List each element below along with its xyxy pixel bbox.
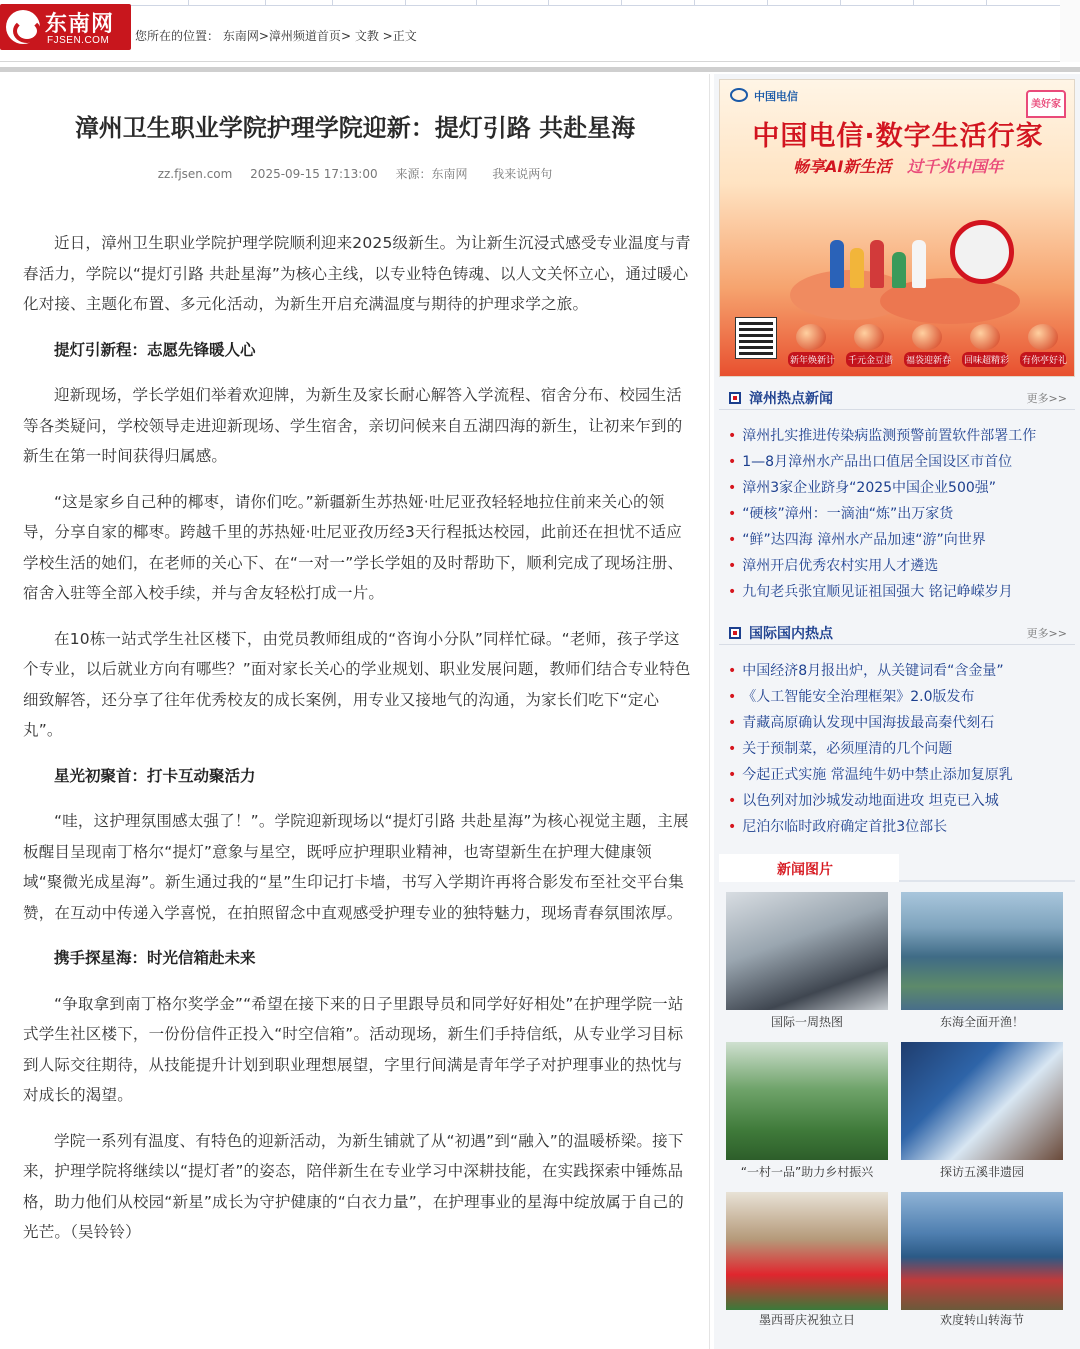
intl-news-title: 国际国内热点 (749, 626, 833, 642)
article-subheading: 星光初聚首：打卡互动聚活力 (54, 766, 256, 785)
news-photo[interactable] (726, 1192, 888, 1310)
ad-gift (846, 324, 892, 368)
ad-subline (720, 154, 1075, 177)
news-link[interactable]: • 中国经济8月报出炉，从关键词看“含金量” (728, 658, 1068, 684)
news-link[interactable]: • 漳州开启优秀农村实用人才遴选 (728, 553, 1068, 579)
news-photo[interactable] (901, 1042, 1063, 1160)
site-header (0, 0, 1060, 62)
breadcrumb-sep: > (382, 29, 393, 43)
article-meta (0, 165, 710, 182)
telecom-ad-banner[interactable] (719, 79, 1075, 377)
sidebar (714, 74, 1080, 1349)
article (0, 74, 710, 1349)
news-photo[interactable] (901, 1192, 1063, 1310)
news-photo-caption[interactable]: 墨西哥庆祝独立日 (758, 1313, 855, 1327)
news-photo-caption[interactable]: 探访五溪非遗园 (939, 1165, 1024, 1179)
article-title: 漳州卫生职业学院护理学院迎新：提灯引路 共赴星海 (74, 114, 636, 142)
article-datetime: 2025-09-15 17:13:00 (250, 167, 378, 181)
page-edge (1060, 0, 1080, 62)
hot-news-header (719, 384, 1075, 410)
gift-icon (854, 324, 884, 350)
breadcrumb-current: 正文 (392, 29, 417, 43)
logo-text: 东南网 (45, 12, 115, 37)
qr-code-icon (736, 318, 776, 358)
news-photo-caption[interactable]: 国际一周热图 (770, 1015, 843, 1029)
top-nav-divider (913, 0, 914, 6)
news-photo[interactable] (726, 1042, 888, 1160)
news-photo-caption[interactable]: 东海全面开渔！ (939, 1015, 1024, 1029)
ad-gift-label: 有你亭好礼 (1020, 352, 1066, 367)
ad-gift (904, 324, 950, 368)
ad-gift-row (788, 324, 1070, 368)
article-paragraph: 迎新现场，学长学姐们举着欢迎牌，为新生及家长耐心解答入学流程、宿舍分布、校园生活等各类疑问，学校领导走进迎新现场、学生宿舍，亲切问候来自五湖四海的新生，让初来乍到的新生在第一时间获得归属感。 (23, 386, 683, 465)
gift-icon (912, 324, 942, 350)
article-paragraph: “争取拿到南丁格尔奖学金”“希望在接下来的日子里跟导员和同学好好相处”在护理学院一站式学生社区楼下，一份份信件正投入“时空信箱”。活动现场，新生们手持信纸，从专业学习目标到人际交往期待，从技能提升计划到职业理想展望，字里行间满是青年学子对护理事业的热忱与对成长的渴望。 (23, 994, 684, 1104)
news-link[interactable]: • 今起正式实施 常温纯牛奶中禁止添加复原乳 (728, 762, 1068, 788)
gift-icon (970, 324, 1000, 350)
ad-figure (912, 240, 926, 288)
news-photo[interactable] (726, 892, 888, 1010)
top-nav-divider (548, 0, 549, 6)
site-logo[interactable] (0, 4, 131, 50)
news-link[interactable]: • 漳州扎实推进传染病监测预警前置软件部署工作 (728, 423, 1068, 449)
intl-news-header (719, 619, 1075, 645)
header-divider (0, 67, 1080, 72)
breadcrumb-section-link[interactable]: 文教 (354, 29, 379, 43)
article-paragraph: “这是家乡自己种的椰枣，请你们吃。”新疆新生苏热娅·吐尼亚孜轻轻地拉住前来关心的领导，分享自家的椰枣。跨越千里的苏热娅·吐尼亚孜历经3天行程抵达校园，此前还在担忧不适应学校生活的她们，在老师的关心下、在“一对一”学长学姐的及时帮助下，顺利完成了现场注册、宿舍入驻等全部入校手续，并与舍友轻松打成一片。 (23, 492, 684, 602)
article-paragraph: 近日，漳州卫生职业学院护理学院顺利迎来2025级新生。为让新生沉浸式感受专业温度与青春活力，学院以“提灯引路 共赴星海”为核心主线，以专业特色铸魂、以人文关怀立心，通过暖心化对接、主题化布置、多元化活动，为新生开启充满温度与期待的护理求学之旅。 (23, 234, 691, 313)
section-square-icon (729, 627, 741, 639)
lion-dance-icon (950, 220, 1014, 284)
ad-gift-label: 千元金豆谱 (846, 352, 892, 367)
news-pictures-header (719, 854, 899, 882)
ad-gift (788, 324, 834, 368)
top-nav-divider (188, 0, 189, 6)
news-link[interactable]: • 1—8月漳州水产品出口值居全国设区市首位 (728, 449, 1068, 475)
comment-link[interactable]: 我来说两句 (492, 167, 553, 181)
gift-icon (796, 324, 826, 350)
ad-figure (830, 240, 844, 288)
breadcrumb (135, 27, 417, 44)
breadcrumb-sep: > (258, 29, 269, 43)
hot-news-list (728, 423, 1068, 605)
ad-figure (850, 248, 864, 288)
top-nav-divider (986, 0, 987, 6)
news-pictures-title: 新闻图片 (777, 862, 833, 878)
ad-home-tag: 美好家 (1026, 90, 1066, 118)
article-body (23, 228, 691, 1263)
news-link[interactable]: • 青藏高原确认发现中国海拔最高秦代刻石 (728, 710, 1068, 736)
logo-domain: FJSEN.COM (47, 35, 110, 46)
news-link[interactable]: • 尼泊尔临时政府确定首批3位部长 (728, 814, 1068, 840)
ad-gift-label: 福袋迎新春 (904, 352, 950, 367)
hot-news-title: 漳州热点新闻 (749, 391, 833, 407)
article-source: 来源：东南网 (395, 167, 468, 181)
ad-figure (870, 240, 884, 288)
breadcrumb-sep: > (340, 29, 351, 43)
article-paragraph: 学院一系列有温度、有特色的迎新活动，为新生铺就了从“初遇”到“融入”的温暖桥梁。接下来，护理学院将继续以“提灯者”的姿态，陪伴新生在专业学习中深耕技能，在实践探索中锤炼品格，助力他们从校园“新星”成长为守护健康的“白衣力量”，在护理事业的星海中绽放属于自己的光芒。（吴铃铃） (23, 1131, 684, 1241)
intl-news-list (728, 658, 1068, 840)
article-subheading: 携手探星海：时光信箱赴未来 (54, 949, 256, 967)
top-nav-divider (476, 0, 477, 6)
top-nav-strip (0, 0, 1060, 6)
news-link[interactable]: • “鲜”达四海 漳州水产品加速“游”向世界 (728, 527, 1068, 553)
article-paragraph: “哇，这护理氛围感太强了！”。学院迎新现场以“提灯引路 共赴星海”为核心视觉主题，主展板醒目呈现南丁格尔“提灯”意象与星空，既呼应护理职业精神，也寄望新生在护理大健康领域“聚微光成星海”。新生通过我的“星”生印记打卡墙，书写入学期许再将合影发布至社交平台集赞，在互动中传递入学喜悦，在拍照留念中直观感受护理专业的独特魅力，现场青春氛围浓厚。 (23, 812, 689, 922)
ad-gift (962, 324, 1008, 368)
ad-brand: 中国电信 (754, 90, 798, 103)
logo-mark-icon (6, 10, 40, 44)
news-link[interactable]: • 九旬老兵张宜顺见证祖国强大 铭记峥嵘岁月 (728, 579, 1068, 605)
section-square-icon (729, 392, 741, 404)
telecom-logo-icon (730, 88, 748, 102)
breadcrumb-home-link[interactable]: 东南网 (222, 29, 259, 43)
news-link[interactable]: • “硬核”漳州：一滴油“炼”出万家货 (728, 501, 1068, 527)
top-nav-divider (265, 0, 266, 6)
ad-gift (1020, 324, 1066, 368)
news-link[interactable]: • 关于预制菜，必须厘清的几个问题 (728, 736, 1068, 762)
ad-gift-label: 回味超精彩 (962, 352, 1008, 367)
ad-subline-2: 过千兆中国年 (906, 157, 1003, 176)
news-photo-caption[interactable]: “一村一品”助力乡村振兴 (740, 1165, 874, 1179)
article-subheading: 提灯引新程：志愿先锋暖人心 (54, 340, 256, 359)
top-nav-divider (405, 0, 406, 6)
news-link[interactable]: • 漳州3家企业跻身“2025中国企业500强” (728, 475, 1068, 501)
ad-gift-label: 新年焕新计 (788, 352, 834, 367)
ad-subline-1: 畅享AI新生活 (793, 157, 892, 176)
ad-illustration (800, 200, 1020, 310)
ad-headline: 中国电信·数字生活行家 (752, 121, 1044, 152)
news-photo-caption[interactable]: 欢度转山转海节 (939, 1313, 1024, 1327)
gift-icon (1028, 324, 1058, 350)
hot-news-more-link[interactable]: 更多>> (1026, 392, 1067, 405)
news-pictures-divider (899, 880, 1075, 882)
top-nav-divider (621, 0, 622, 6)
top-nav-divider (840, 0, 841, 6)
article-paragraph: 在10栋一站式学生社区楼下，由党员教师组成的“咨询小分队”同样忙碌。“老师，孩子学这个专业，以后就业方向有哪些？”面对家长关心的学业规划、职业发展问题，教师们结合专业特色细致解答，还分享了往年优秀校友的成长案例，用专业又接地气的沟通，为家长们吃下“定心丸”。 (23, 629, 691, 739)
breadcrumb-channel-link[interactable]: 漳州频道首页 (268, 29, 341, 43)
article-site: zz.fjsen.com (157, 167, 233, 181)
top-nav-divider (694, 0, 695, 6)
ad-figure (892, 252, 906, 288)
news-photo[interactable] (901, 892, 1063, 1010)
news-link[interactable]: • 以色列对加沙城发动地面进攻 坦克已入城 (728, 788, 1068, 814)
top-nav-divider (332, 0, 333, 6)
news-link[interactable]: • 《人工智能安全治理框架》2.0版发布 (728, 684, 1068, 710)
top-nav-divider (767, 0, 768, 6)
intl-news-more-link[interactable]: 更多>> (1026, 627, 1067, 640)
breadcrumb-label: 您所在的位置： (135, 29, 220, 43)
